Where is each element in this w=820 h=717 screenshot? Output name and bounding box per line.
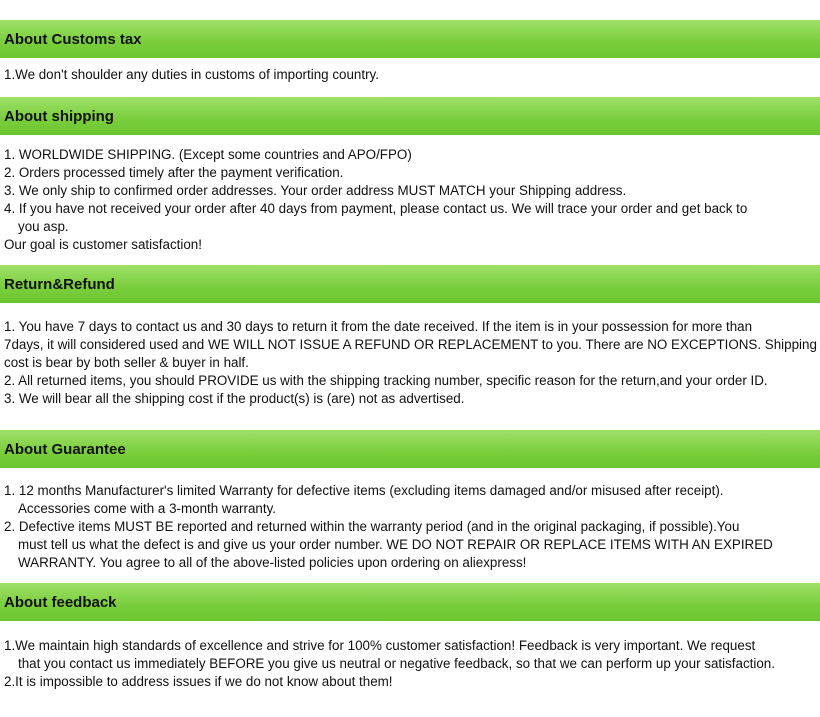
section-title: Return&Refund: [4, 275, 115, 293]
text-line: 1. WORLDWIDE SHIPPING. (Except some countries and APO/FPO): [4, 147, 412, 162]
text-line: that you contact us immediately BEFORE you give us neutral or negative feedback, so that we can perform up your satisfaction.: [18, 656, 775, 671]
text-line: 2. Defective items MUST BE reported and returned within the warranty period (and in the original packaging, if possible).You: [4, 519, 740, 534]
text-line: 4. If you have not received your order after 40 days from payment, please contact us. We will trace your order and get back to: [4, 201, 748, 216]
section-body-shipping: [0, 146, 820, 254]
text-line: 2. Orders processed timely after the payment verification.: [4, 165, 344, 180]
text-line: 3. We only ship to confirmed order addresses. Your order address MUST MATCH your Shipping address.: [4, 183, 627, 198]
text-line: 1. You have 7 days to contact us and 30 days to return it from the date received. If the item is in your possession for more than: [4, 319, 753, 334]
section-title: About Guarantee: [4, 440, 126, 458]
section-header-shipping: [0, 97, 820, 135]
text-line: WARRANTY. You agree to all of the above-listed policies upon ordering on aliexpress!: [18, 555, 527, 570]
text-line: must tell us what the defect is and give us your order number. WE DO NOT REPAIR OR REPLACE ITEMS WITH AN EXPIRED: [18, 537, 773, 552]
section-body-feedback: [0, 637, 820, 691]
section-body-return-refund: [0, 318, 820, 408]
text-line: 1.We maintain high standards of excellence and strive for 100% customer satisfaction! Feedback is very important. We request: [4, 638, 756, 653]
section-body-customs-tax: [0, 66, 820, 84]
text-line: 3. We will bear all the shipping cost if the product(s) is (are) not as advertised.: [4, 391, 465, 406]
text-line: Our goal is customer satisfaction!: [4, 237, 202, 252]
text-line: 7days, it will considered used and WE WILL NOT ISSUE A REFUND OR REPLACEMENT to you. There are NO EXCEPTIONS. Shipping: [4, 337, 817, 352]
section-title: About feedback: [4, 593, 117, 611]
section-header-feedback: [0, 583, 820, 621]
text-line: Accessories come with a 3-month warranty.: [18, 501, 276, 516]
section-title: About shipping: [4, 107, 114, 125]
section-header-guarantee: [0, 430, 820, 468]
text-line: 1.We don't shoulder any duties in customs of importing country.: [4, 67, 379, 82]
text-line: 1. 12 months Manufacturer's limited Warranty for defective items (excluding items damaged and/or misused after receipt).: [4, 483, 724, 498]
text-line: you asp.: [18, 219, 69, 234]
text-line: cost is bear by both seller & buyer in half.: [4, 355, 249, 370]
text-line: 2.It is impossible to address issues if we do not know about them!: [4, 674, 393, 689]
text-line: 2. All returned items, you should PROVIDE us with the shipping tracking number, specific reason for the return,and your order ID.: [4, 373, 768, 388]
section-body-guarantee: [0, 482, 820, 572]
section-header-customs-tax: [0, 20, 820, 58]
section-title: About Customs tax: [4, 30, 142, 48]
section-header-return-refund: [0, 265, 820, 303]
